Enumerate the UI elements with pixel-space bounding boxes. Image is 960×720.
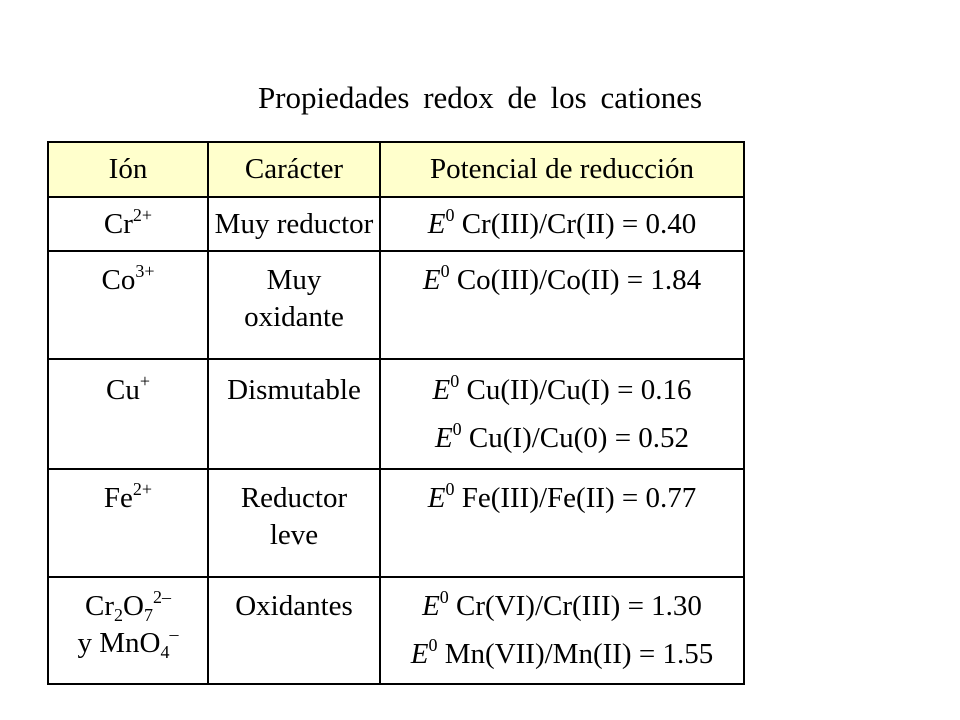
potencial-cell <box>380 469 744 577</box>
ion-dicromato: $Cr_2O_7^{2-}$ <box>85 587 171 625</box>
caracter-text: Muy reductor <box>214 207 374 240</box>
table-header-row <box>48 142 744 197</box>
table-row <box>48 469 744 577</box>
ion-charge: + <box>139 371 150 391</box>
caracter-text: leve <box>269 519 319 551</box>
potencial-line: $E^0$ Mn(VII)/Mn(II) = 1.55 <box>410 635 714 670</box>
table-row <box>48 197 744 251</box>
ion-symbol: Fe <box>103 482 133 514</box>
potencial-cell <box>380 577 744 684</box>
potencial-line: $E^0$ Cr(III)/Cr(II) = 0.40 <box>427 204 697 240</box>
header-potencial: Potencial de reducción <box>380 142 744 197</box>
caracter-text: Reductor <box>240 482 348 514</box>
table-row <box>48 251 744 359</box>
ion-charge: 2+ <box>132 479 153 499</box>
potencial-line: $E^0$ Cu(I)/Cu(0) = 0.52 <box>434 419 690 454</box>
caracter-text: Oxidantes <box>235 590 353 622</box>
ion-cell <box>48 469 208 577</box>
header-ion: Ión <box>48 142 208 197</box>
caracter-text: Muy <box>266 264 322 296</box>
ion-charge: 2+ <box>132 204 153 225</box>
table-row <box>48 359 744 469</box>
ion-symbol: Cu <box>106 374 140 406</box>
header-caracter: Carácter <box>208 142 380 197</box>
potencial-cell <box>380 197 744 251</box>
ion-charge: 3+ <box>135 261 155 281</box>
potencial-line: $E^0$ Cr(VI)/Cr(III) = 1.30 <box>422 587 702 622</box>
ion-cell <box>48 197 208 251</box>
ion-symbol: Co <box>101 264 136 296</box>
ion-cell <box>48 577 208 684</box>
caracter-cell <box>208 577 380 684</box>
potencial-line: $E^0$ Fe(III)/Fe(II) = 0.77 <box>427 479 697 514</box>
ion-permanganato: y MnO$_4$– <box>77 624 179 662</box>
page-title: Propiedades redox de los cationes <box>257 80 703 115</box>
ion-cell <box>48 359 208 469</box>
caracter-cell <box>208 469 380 577</box>
potencial-line: $E^0$ Co(III)/Co(II) = 1.84 <box>422 261 702 296</box>
ion-cell <box>48 251 208 359</box>
caracter-cell <box>208 197 380 251</box>
caracter-text: oxidante <box>244 301 344 333</box>
caracter-text: Dismutable <box>227 374 361 406</box>
redox-table <box>47 141 745 685</box>
potencial-line: $E^0$ Cu(II)/Cu(I) = 0.16 <box>432 371 692 406</box>
ion-symbol: Cr <box>103 207 133 240</box>
caracter-cell <box>208 359 380 469</box>
table-row <box>48 577 744 684</box>
caracter-cell <box>208 251 380 359</box>
potencial-cell <box>380 359 744 469</box>
potencial-cell <box>380 251 744 359</box>
